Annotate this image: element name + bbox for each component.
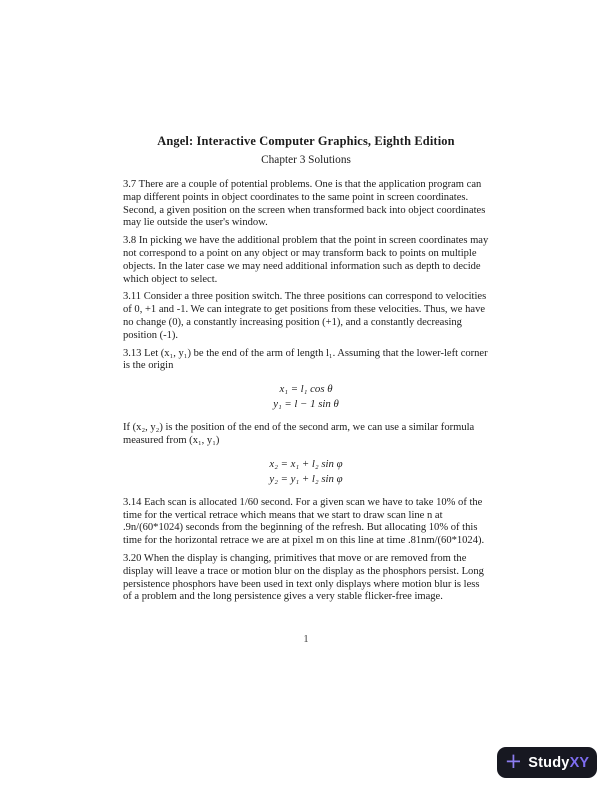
equation-line-x1: x₁ = l₁ cos θ <box>279 383 333 396</box>
paragraph-3-20: 3.20 When the display is changing, primitives that move or are removed from the display will leave a trace or motion blur on the display as the phosphors persist. Long persistence phosphors have been used in text only displays where motion blur is less of a problem and the long persistence gives a very stable flicker-free image. <box>123 552 484 603</box>
paragraph-3-7: 3.7 There are a couple of potential problems. One is that the application program can map different points in object coordinates to the same point in screen coordinates. Second, a given position on the screen when transformed back into object coordinates may lie outside the user's window. <box>123 179 486 229</box>
logo-text-study: Study <box>528 754 570 771</box>
equation-block-1 <box>123 382 489 412</box>
studyxy-logo-badge <box>497 747 597 778</box>
equation-line-y2: y₂ = y₁ + l₂ sin φ <box>269 472 343 485</box>
equation-block-2 <box>123 457 489 487</box>
document-title: Angel: Interactive Computer Graphics, Eighth Edition <box>157 134 455 148</box>
page-number: 1 <box>303 634 309 646</box>
equation-line-y1: y₁ = l − 1 sin θ <box>273 398 339 411</box>
page-content <box>123 134 489 645</box>
paragraph-3-13-continued: If (x₂, y₂) is the position of the end of the second arm, we can use a similar formula measured from (x₁, y₁) <box>123 422 475 446</box>
plus-icon: + <box>504 749 523 773</box>
logo-text-xy: XY <box>569 754 590 771</box>
paragraph-3-13: 3.13 Let (x₁, y₁) be the end of the arm of length l₁. Assuming that the lower-left corner is the origin <box>123 347 488 372</box>
paragraph-3-11: 3.11 Consider a three position switch. The three positions can correspond to velocities of 0, +1 and -1. We can integrate to get positions from these velocities. Thus, we have no change (0), a constantly increasing position (+1), and a constantly decreasing position (-1). <box>123 291 487 341</box>
paragraph-3-14: 3.14 Each scan is allocated 1/60 second. For a given scan we have to take 10% of the time for the vertical retrace which means that we start to draw scan line n at .9n/(60*1024) seconds from the beginning of the refresh. But allocating 10% of this time for the horizontal retrace we are at pixel m on this line at time .81nm/(60*1024). <box>123 496 485 547</box>
equation-line-x2: x₂ = x₁ + l₂ sin φ <box>269 457 343 470</box>
logo-text <box>528 754 589 772</box>
document-subtitle: Chapter 3 Solutions <box>261 154 351 166</box>
paragraph-3-8: 3.8 In picking we have the additional problem that the point in screen coordinates may not correspond to a point on any object or may transform back to points on multiple objects. In the later case we may need additional information such as depth to decide which object to select. <box>123 235 489 285</box>
